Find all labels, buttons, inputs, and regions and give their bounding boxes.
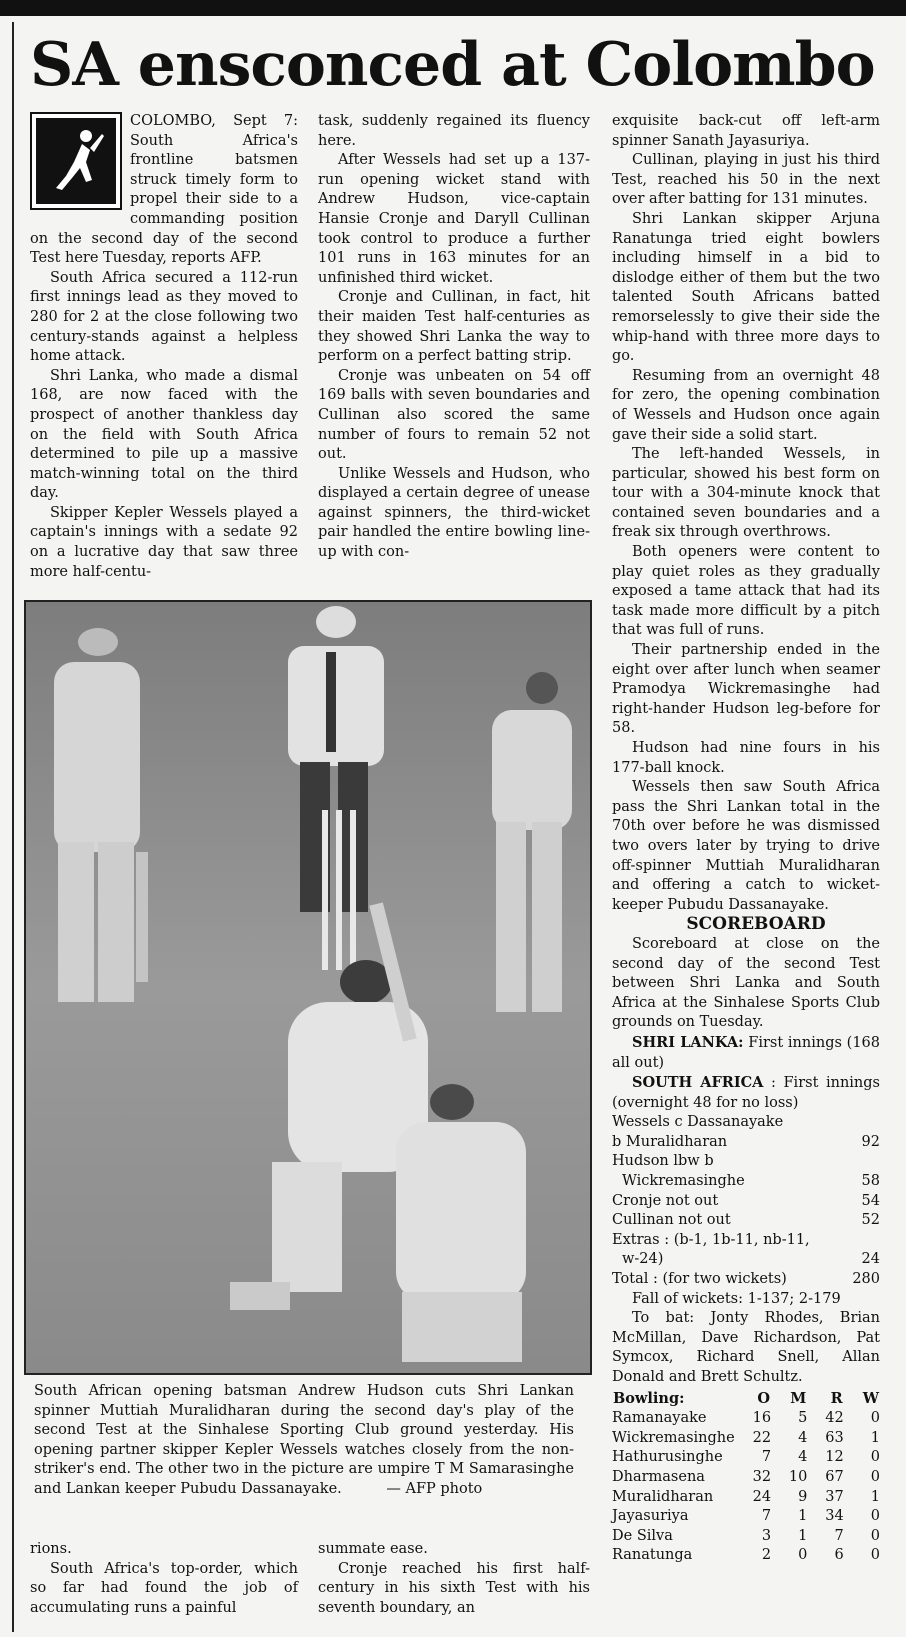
bowling-row — [612, 1448, 880, 1468]
bowling-row — [612, 1527, 880, 1547]
cricket-photo-illustration — [26, 602, 590, 1373]
bowling-row — [612, 1488, 880, 1508]
bowling-row — [612, 1429, 880, 1449]
bowling-figure: 7 — [834, 1527, 844, 1544]
bowler-name: Hathurusinghe — [612, 1449, 723, 1466]
article-paragraph: summate ease. — [318, 1541, 428, 1557]
article-lead: COLOMBO, Sept 7: South Africa's frontline batsmen struck timely form to propel their side to a commanding position on the second day of the second Test here Tuesday, reports AFP. — [30, 113, 298, 267]
caption-text: South African opening batsman Andrew Hudson cuts Shri Lankan spinner Muttiah Muralidharan during the second day's play of the second Test at the Sinhalese Sporting Club ground yesterday. His opening partner skipper Kepler Wessels watches closely from the non-striker's end. The other two in the picture are umpire T M Samarasinghe and Lankan keeper Pubudu Dassanayake. — [34, 1383, 574, 1497]
bowling-figure: 4 — [798, 1429, 808, 1446]
bowling-figure: 1 — [870, 1488, 880, 1505]
to-bat: To bat: Jonty Rhodes, Brian McMillan, Dave Richardson, Pat Symcox, Richard Snell, Allan Donald and Brett Schultz. — [612, 1310, 880, 1385]
column-2-continuation — [318, 1540, 590, 1618]
bowler-name: Ranatunga — [612, 1547, 693, 1564]
bowler-name: De Silva — [612, 1527, 673, 1544]
batsman-row: Wickremasinghe 58 — [622, 1173, 880, 1190]
shri-lanka-innings: SHRI LANKA: First innings (168 all out) — [612, 1033, 880, 1071]
south-africa-innings: SOUTH AFRICA : First innings (overnight 48 for no loss) — [612, 1074, 880, 1111]
top-rule — [0, 0, 906, 16]
keeper-figure — [396, 1084, 526, 1362]
article-paragraph: Shri Lanka, who made a dismal 168, are now faced with the prospect of another thankless day on the field with South Africa determined to pile up a massive match-winning total on the third day. — [30, 367, 298, 502]
photo-caption — [34, 1382, 574, 1500]
headline: SA ensconced at Colombo — [30, 30, 875, 100]
scoreboard — [612, 915, 880, 1566]
photo-credit: — AFP photo — [386, 1480, 483, 1497]
bowling-figure: 0 — [870, 1468, 880, 1485]
bowling-figure: 63 — [825, 1429, 844, 1446]
article-paragraph: Both openers were content to play quiet roles as they gradually exposed a tame attack that had its task made more difficult by a pitch that was full of runs. — [612, 544, 880, 639]
bowling-figure: 24 — [752, 1488, 772, 1505]
bowler-name: Muralidharan — [612, 1488, 714, 1505]
article-paragraph: Cullinan, playing in just his third Test, reached his 50 in the next over after batting for 131 minutes. — [612, 152, 880, 208]
article-paragraph: After Wessels had set up a 137-run opening wicket stand with Andrew Hudson, vice-captain Hansie Cronje and Daryll Cullinan took control to produce a further 101 runs in 163 minutes for an unfinished third wicket. — [318, 152, 590, 286]
article-paragraph: Cronje was unbeaten on 54 off 169 balls with seven boundaries and Cullinan also scored the same number of fours to remain 52 not out. — [318, 367, 590, 463]
batsman-row: b Muralidharan 92 — [612, 1133, 880, 1150]
article-paragraph: Wessels then saw South Africa pass the Shri Lankan total in the 70th over before he was dismissed two overs later by trying to drive off-spinner Muttiah Muralidharan and offering a catch to wicket-keeper Pubudu Dassanayake. — [612, 779, 880, 913]
article-paragraph: South Africa's top-order, which so far had found the job of accumulating runs a painful — [30, 1560, 298, 1616]
bowling-figure: 4 — [798, 1449, 808, 1466]
column-2 — [318, 112, 590, 563]
bowling-figure: 2 — [761, 1547, 772, 1564]
article-paragraph: rions. — [30, 1541, 72, 1557]
match-photo — [24, 600, 592, 1375]
article-paragraph: exquisite back-cut off left-arm spinner Sanath Jayasuriya. — [612, 113, 880, 149]
bowling-figure: 0 — [870, 1547, 880, 1564]
article-paragraph: The left-handed Wessels, in particular, showed his best form on tour with a 304-minute knock that contained seven boundaries and a freak six through overthrows. — [612, 446, 880, 541]
article-paragraph: Unlike Wessels and Hudson, who displayed a certain degree of unease against spinners, the third-wicket pair handled the entire bowling line-up with con- — [318, 465, 590, 561]
cricket-logo — [30, 112, 122, 210]
batsman-row: Cronje not out 54 — [612, 1192, 880, 1209]
bowling-figure: 6 — [834, 1547, 844, 1564]
bowling-figure: 0 — [870, 1410, 880, 1427]
bowler-name: Jayasuriya — [612, 1508, 689, 1525]
bowling-figure: 0 — [870, 1527, 880, 1544]
bowling-figure: 0 — [870, 1508, 880, 1525]
bowler-name: Ramanayake — [612, 1410, 707, 1427]
bowling-header: Bowling: O M R W — [613, 1389, 879, 1407]
article-paragraph: Cronje and Cullinan, in fact, hit their maiden Test half-centuries as they showed Shri Lanka the way to perform on a perfect batting strip. — [318, 289, 590, 365]
bowling-figure: 42 — [825, 1410, 844, 1427]
bowling-figure: 1 — [870, 1429, 880, 1446]
article-paragraph: Cronje reached his first half-century in his sixth Test with his seventh boundary, an — [318, 1560, 590, 1616]
batsman-row: Wessels c Dassanayake — [612, 1114, 784, 1131]
non-striker-figure — [54, 628, 148, 1002]
article-paragraph: task, suddenly regained its fluency here. — [318, 113, 590, 149]
bowler-figure — [492, 672, 572, 1012]
bowling-figure: 16 — [752, 1410, 772, 1427]
bowling-figure: 1 — [798, 1527, 808, 1544]
bowling-row — [612, 1468, 880, 1488]
article-paragraph: Their partnership ended in the eight over after lunch when seamer Pramodya Wickremasinghe had right-hander Hudson leg-before for 58. — [612, 642, 880, 737]
column-1 — [30, 112, 298, 582]
article-paragraph: Hudson had nine fours in his 177-ball knock. — [612, 740, 880, 776]
article-paragraph: Skipper Kepler Wessels played a captain's innings with a sedate 92 on a lucrative day that saw three more half-centu- — [30, 504, 298, 580]
bowler-name: Wickremasinghe — [612, 1429, 735, 1446]
batsman-row: Hudson lbw b — [612, 1153, 714, 1170]
bowling-figure: 0 — [870, 1449, 880, 1466]
total-row: Total : (for two wickets) 280 — [612, 1271, 880, 1288]
bowling-figure: 7 — [761, 1508, 772, 1525]
fall-of-wickets: Fall of wickets: 1-137; 2-179 — [632, 1290, 841, 1307]
article-paragraph: Shri Lankan skipper Arjuna Ranatunga tried eight bowlers including himself in a bid to dislodge either of them but the two talented South Africans batted remorselessly to give their side the whip-hand with three more days to go. — [612, 210, 880, 365]
bowling-figure: 0 — [798, 1547, 808, 1564]
bowling-figure: 12 — [825, 1449, 844, 1466]
bowler-name: Dharmasena — [612, 1468, 705, 1485]
bowling-figure: 37 — [825, 1488, 844, 1505]
bowling-figure: 10 — [788, 1468, 808, 1485]
left-column-rule — [12, 22, 14, 1632]
column-3 — [612, 112, 880, 1566]
bowling-row — [612, 1409, 880, 1429]
article-paragraph: South Africa secured a 112-run first innings lead as they moved to 280 for 2 at the close following two century-stands against a helpless home attack. — [30, 269, 298, 365]
bowling-figure: 34 — [825, 1508, 844, 1525]
extras-row: w-24) 24 — [622, 1251, 880, 1268]
bowling-row — [612, 1546, 880, 1566]
scoreboard-intro: Scoreboard at close on the second day of the second Test between Shri Lanka and South Africa at the Sinhalese Sports Club grounds on Tuesday. — [612, 935, 880, 1031]
bowling-figure: 5 — [798, 1410, 808, 1427]
bowling-table — [612, 1388, 880, 1566]
stumps — [322, 810, 356, 970]
extras-row: Extras : (b-1, 1b-11, nb-11, — [612, 1231, 810, 1248]
bowling-figure: 32 — [752, 1468, 772, 1485]
column-1-continuation — [30, 1540, 298, 1618]
bowling-figure: 7 — [761, 1449, 772, 1466]
bowling-figure: 1 — [798, 1508, 808, 1525]
scoreboard-title: SCOREBOARD — [686, 914, 826, 935]
bowling-figure: 3 — [761, 1527, 772, 1544]
bowling-figure: 9 — [798, 1488, 808, 1505]
bowling-figure: 67 — [825, 1468, 844, 1485]
bowling-row — [612, 1507, 880, 1527]
bowling-figure: 22 — [752, 1429, 772, 1446]
batsman-icon — [46, 126, 106, 196]
batsman-row: Cullinan not out 52 — [612, 1212, 880, 1229]
article-paragraph: Resuming from an overnight 48 for zero, the opening combination of Wessels and Hudson once again gave their side a solid start. — [612, 367, 880, 443]
